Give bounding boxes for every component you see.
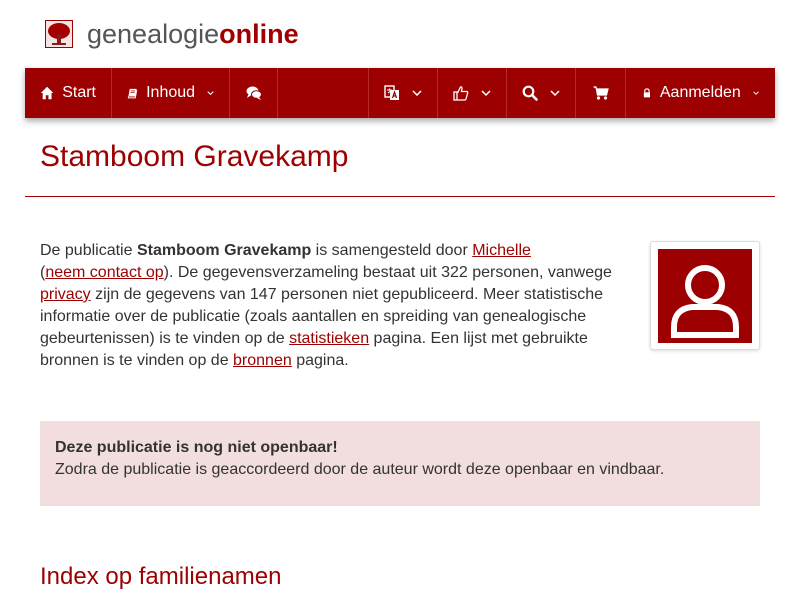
- publication-intro: [40, 240, 630, 372]
- nav-language-dropdown[interactable]: [369, 68, 438, 118]
- alert-title: Deze publicatie is nog niet openbaar!: [55, 439, 338, 456]
- lock-icon: [642, 85, 652, 101]
- author-avatar[interactable]: [650, 241, 760, 350]
- comments-icon: [246, 85, 262, 101]
- intro-text: pagina.: [291, 352, 349, 369]
- chevron-down-icon: [550, 90, 560, 96]
- surname-index-heading: Index op familienamen: [40, 563, 282, 590]
- not-public-alert: [40, 421, 760, 506]
- author-link[interactable]: Michelle: [472, 242, 531, 259]
- nav-forum[interactable]: [230, 68, 278, 118]
- brand-name-part2: online: [219, 19, 299, 49]
- intro-text: zijn de gegevens van 147 personen niet gepubliceerd. Meer statistische informatie over de publicatie (zoals aantallen en spreiding van genealogische gebeurtenissen) is te vinden op de: [40, 286, 604, 347]
- nav-shop[interactable]: [576, 68, 626, 118]
- nav-spacer: [278, 68, 369, 118]
- privacy-link[interactable]: privacy: [40, 286, 91, 303]
- intro-text: ). De gegevensverzameling bestaat uit 322 personen, vanwege: [163, 264, 612, 281]
- publication-name: Stamboom Gravekamp: [136, 242, 312, 259]
- nav-recommend-dropdown[interactable]: [438, 68, 507, 118]
- nav-login-label: Aanmelden: [659, 84, 741, 101]
- search-icon: [522, 85, 538, 101]
- user-avatar-icon: [658, 249, 752, 343]
- site-logo[interactable]: [45, 18, 299, 50]
- language-icon: [384, 85, 400, 101]
- title-divider: [25, 196, 775, 197]
- chevron-down-icon: [481, 90, 491, 96]
- family-tree-icon: [45, 20, 73, 48]
- statistics-link[interactable]: statistieken: [289, 330, 370, 347]
- intro-text: is samengesteld door: [311, 242, 473, 259]
- book-icon: [127, 85, 138, 101]
- shopping-cart-icon: [593, 85, 609, 101]
- brand-name: [87, 18, 299, 50]
- nav-search-dropdown[interactable]: [507, 68, 576, 118]
- brand-name-part1: genealogie: [87, 19, 220, 49]
- intro-text: pagina. Een lijst met gebruikte bronnen is te vinden op de: [40, 330, 588, 369]
- chevron-down-icon: [753, 90, 759, 96]
- home-icon: [40, 85, 54, 101]
- chevron-down-icon: [207, 90, 214, 96]
- nav-inhoud-label: Inhoud: [146, 84, 196, 101]
- nav-login-dropdown[interactable]: [626, 68, 775, 118]
- sources-link[interactable]: bronnen: [233, 352, 292, 369]
- main-navbar: [25, 68, 775, 118]
- nav-start[interactable]: [25, 68, 112, 118]
- intro-text: (: [40, 264, 46, 281]
- contact-link[interactable]: neem contact op: [45, 264, 164, 281]
- alert-message: Zodra de publicatie is geaccordeerd door de auteur wordt deze openbaar en vindbaar.: [55, 461, 665, 478]
- chevron-down-icon: [412, 90, 422, 96]
- page-title: Stamboom Gravekamp: [40, 140, 349, 173]
- intro-text: De publicatie: [40, 242, 137, 259]
- nav-inhoud-dropdown[interactable]: [112, 68, 230, 118]
- nav-start-label: Start: [62, 84, 96, 101]
- thumbs-up-icon: [453, 85, 469, 101]
